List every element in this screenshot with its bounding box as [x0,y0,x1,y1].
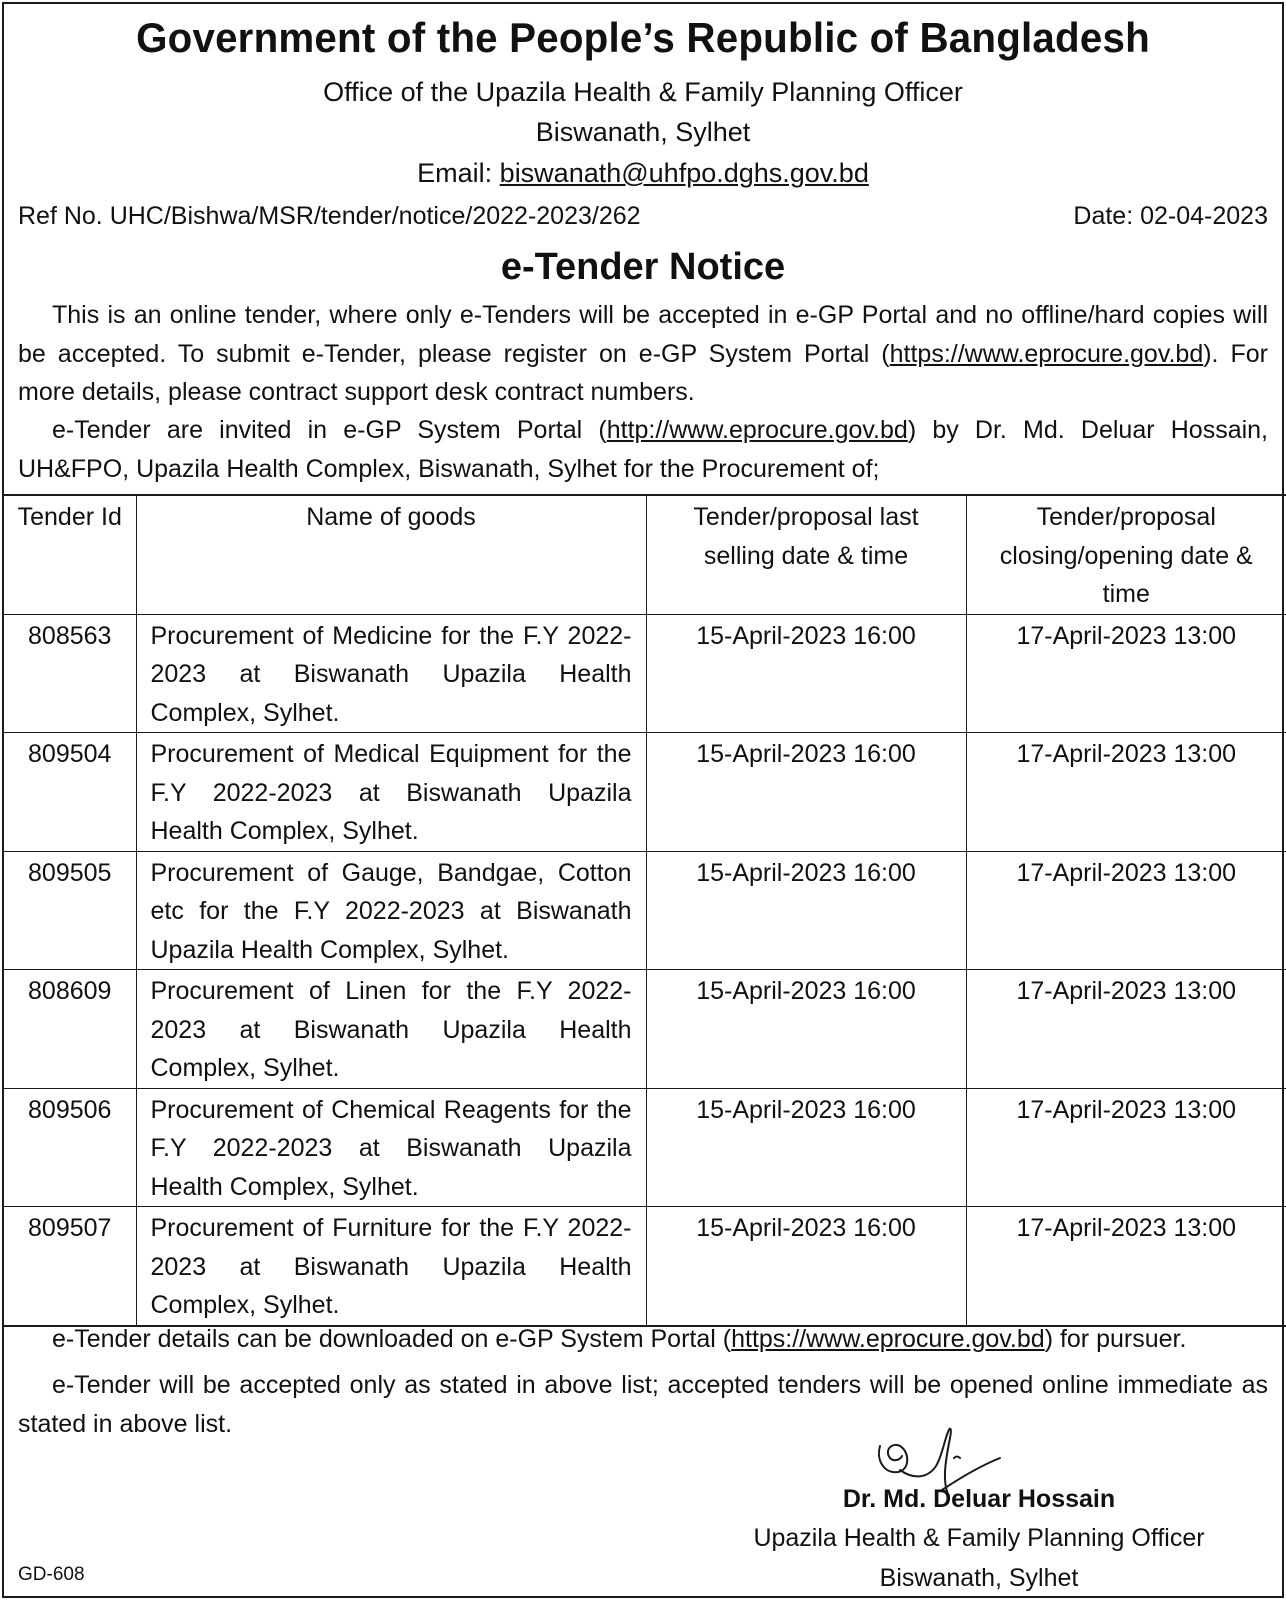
header-name-of-goods: Name of goods [136,495,646,614]
table-row [4,1088,1286,1207]
selling-date-cell: 15-April-2023 16:00 [646,733,966,852]
notice-title: e-Tender Notice [500,246,786,288]
acceptance-note: e-Tender will be accepted only as stated in above list; accepted tenders will be opened online immediate as stated in above list. [18,1371,1268,1438]
office-location: Biswanath, Sylhet [535,117,751,147]
table-row [4,733,1286,852]
notice-date: Date: 02-04-2023 [1073,202,1268,230]
goods-name-cell: Procurement of Medicine for the F.Y 2022-2023 at Biswanath Upazila Health Complex, Sylhet. [136,614,646,733]
tender-notice-page [2,2,1284,1598]
table-row [4,1207,1286,1326]
selling-date-cell: 15-April-2023 16:00 [646,970,966,1089]
closing-date-cell: 17-April-2023 13:00 [966,614,1286,733]
intro-p2-text-start: e-Tender are invited in e-GP System Portal ( [52,416,607,444]
tender-id-cell: 808609 [4,970,136,1089]
eprocure-link[interactable]: https://www.eprocure.gov.bd [889,339,1204,368]
intro-p2-text-end: ) by Dr. Md. Deluar Hossain, UH&FPO, Upazila Health Complex, Biswanath, Sylhet for the Procurement of; [18,416,1268,483]
selling-date-cell: 15-April-2023 16:00 [646,1207,966,1326]
selling-date-cell: 15-April-2023 16:00 [646,1088,966,1207]
intro-paragraph-2 [18,411,1268,488]
eprocure-link[interactable]: https://www.eprocure.gov.bd [731,1325,1045,1353]
selling-date-cell: 15-April-2023 16:00 [646,614,966,733]
header-closing-date: Tender/proposal closing/opening date & time [966,495,1286,614]
goods-name-cell: Procurement of Medical Equipment for the F.Y 2022-2023 at Biswanath Upazila Health Complex, Sylhet. [136,733,646,852]
table-row [4,970,1286,1089]
tender-id-cell: 808563 [4,614,136,733]
download-note-text-end: ) for pursuer. [1044,1325,1187,1353]
office-name: Office of the Upazila Health & Family Planning Officer [323,77,963,107]
reference-number: Ref No. UHC/Bishwa/MSR/tender/notice/2022-2023/262 [18,202,641,230]
goods-name-cell: Procurement of Furniture for the F.Y 2022-2023 at Biswanath Upazila Health Complex, Sylhet. [136,1207,646,1326]
download-note [18,1320,1268,1359]
table-row [4,614,1286,733]
signatory-title: Upazila Health & Family Planning Officer [753,1524,1205,1552]
closing-date-cell: 17-April-2023 13:00 [966,1207,1286,1326]
tender-table [4,494,1286,1327]
closing-date-cell: 17-April-2023 13:00 [966,733,1286,852]
intro-p1-text-end: ). For more details, please contract support desk contract numbers. [18,339,1268,406]
intro-paragraph-1 [18,296,1268,412]
goods-name-cell: Procurement of Chemical Reagents for the F.Y 2022-2023 at Biswanath Upazila Health Complex, Sylhet. [136,1088,646,1207]
tender-id-cell: 809505 [4,851,136,970]
email-link[interactable]: biswanath@uhfpo.dghs.gov.bd [499,158,869,188]
email-label: Email: [417,158,500,188]
closing-date-cell: 17-April-2023 13:00 [966,851,1286,970]
closing-date-cell: 17-April-2023 13:00 [966,1088,1286,1207]
table-row [4,851,1286,970]
eprocure-link[interactable]: http://www.eprocure.gov.bd [606,416,908,444]
intro-p1-text-start: This is an online tender, where only e-Tenders will be accepted in e-GP Portal and no offline/hard copies will be accepted. To submit e-Tender, please register on e-GP System Portal ( [18,301,1268,368]
goods-name-cell: Procurement of Gauge, Bandgae, Cotton etc for the F.Y 2022-2023 at Biswanath Upazila Health Complex, Sylhet. [136,851,646,970]
tender-id-cell: 809506 [4,1088,136,1207]
table-header-row [4,495,1286,614]
reference-row [18,201,1268,231]
selling-date-cell: 15-April-2023 16:00 [646,851,966,970]
tender-id-cell: 809507 [4,1207,136,1326]
footer-code: GD-608 [18,1564,85,1585]
signatory-name: Dr. Md. Deluar Hossain [842,1485,1116,1513]
download-note-text-start: e-Tender details can be downloaded on e-GP System Portal ( [52,1325,732,1353]
tender-id-cell: 809504 [4,733,136,852]
header-selling-date: Tender/proposal last selling date & time [646,495,966,614]
goods-name-cell: Procurement of Linen for the F.Y 2022-2023 at Biswanath Upazila Health Complex, Sylhet. [136,970,646,1089]
government-title: Government of the People’s Republic of Bangladesh [136,14,1150,61]
closing-date-cell: 17-April-2023 13:00 [966,970,1286,1089]
office-email-line [4,157,1282,189]
header-tender-id: Tender Id [4,495,136,614]
signatory-place: Biswanath, Sylhet [879,1564,1079,1592]
